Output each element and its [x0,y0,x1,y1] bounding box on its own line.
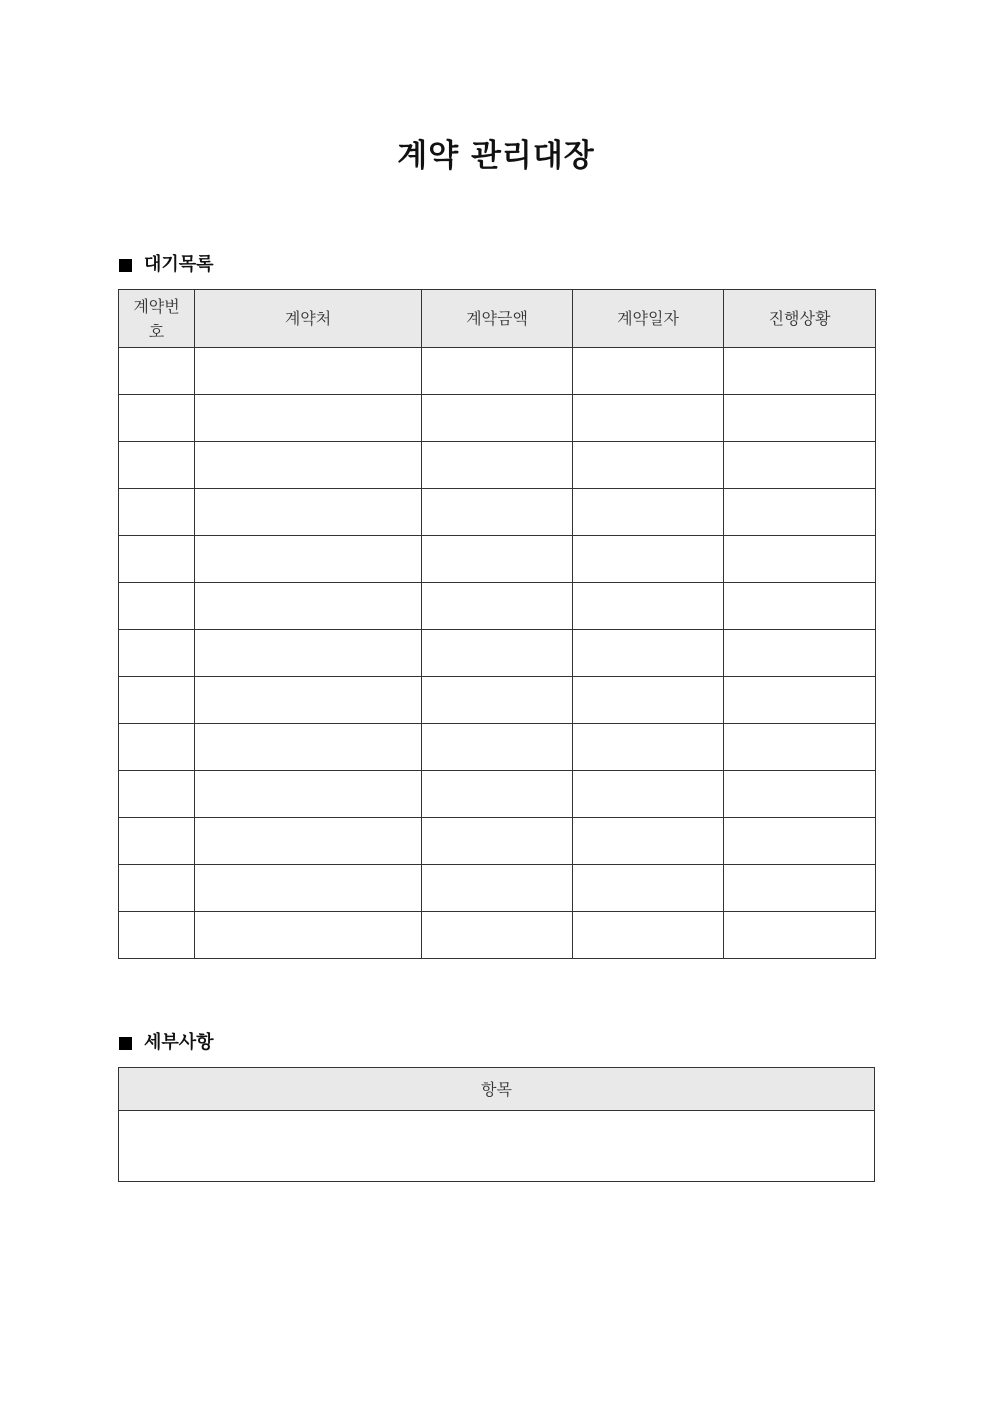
table-row [119,1111,875,1182]
contract-date-cell[interactable] [573,348,724,395]
table-row [119,865,876,912]
progress-status-cell[interactable] [724,630,876,677]
contractor-cell[interactable] [195,912,422,959]
table-row [119,677,876,724]
table-row [119,536,876,583]
page-title: 계약 관리대장 [397,138,595,174]
section-heading-label: 세부사항 [144,1032,214,1053]
contract-date-cell[interactable] [573,489,724,536]
section-heading-waiting-list [119,253,214,277]
contract-date-cell[interactable] [573,395,724,442]
progress-status-cell[interactable] [724,724,876,771]
column-header-item: 항목 [119,1068,875,1111]
table-row [119,348,876,395]
section-heading-label: 대기목록 [144,254,214,275]
contract-number-cell[interactable] [119,536,195,583]
contract-date-cell[interactable] [573,442,724,489]
contract-date-cell[interactable] [573,865,724,912]
contract-date-cell[interactable] [573,677,724,724]
contract-amount-cell[interactable] [422,583,573,630]
contract-amount-cell[interactable] [422,677,573,724]
contract-amount-cell[interactable] [422,818,573,865]
column-header-contract-number: 계약번호 [119,290,195,348]
contractor-cell[interactable] [195,771,422,818]
column-header-progress-status: 진행상황 [724,290,876,348]
progress-status-cell[interactable] [724,489,876,536]
table-row [119,395,876,442]
contractor-cell[interactable] [195,583,422,630]
contract-date-cell[interactable] [573,912,724,959]
progress-status-cell[interactable] [724,442,876,489]
contract-amount-cell[interactable] [422,536,573,583]
progress-status-cell[interactable] [724,395,876,442]
contract-number-cell[interactable] [119,442,195,489]
section-heading-details [119,1031,214,1055]
table-row [119,442,876,489]
contract-amount-cell[interactable] [422,724,573,771]
details-table [118,1067,875,1182]
table-row [119,489,876,536]
contract-number-cell[interactable] [119,677,195,724]
progress-status-cell[interactable] [724,771,876,818]
column-header-contract-amount: 계약금액 [422,290,573,348]
table-row [119,583,876,630]
contract-amount-cell[interactable] [422,395,573,442]
contract-number-cell[interactable] [119,583,195,630]
square-bullet-icon [119,259,132,272]
contract-number-cell[interactable] [119,348,195,395]
progress-status-cell[interactable] [724,912,876,959]
progress-status-cell[interactable] [724,583,876,630]
contract-number-cell[interactable] [119,489,195,536]
contract-date-cell[interactable] [573,583,724,630]
contract-number-cell[interactable] [119,395,195,442]
column-header-contractor: 계약처 [195,290,422,348]
contract-amount-cell[interactable] [422,912,573,959]
contract-date-cell[interactable] [573,536,724,583]
progress-status-cell[interactable] [724,536,876,583]
contractor-cell[interactable] [195,442,422,489]
table-header-row [119,1068,875,1111]
contractor-cell[interactable] [195,348,422,395]
contractor-cell[interactable] [195,818,422,865]
contract-number-cell[interactable] [119,818,195,865]
contract-date-cell[interactable] [573,818,724,865]
contract-number-cell[interactable] [119,912,195,959]
contractor-cell[interactable] [195,395,422,442]
progress-status-cell[interactable] [724,348,876,395]
details-content-cell[interactable] [119,1111,875,1182]
square-bullet-icon [119,1037,132,1050]
contract-number-cell[interactable] [119,630,195,677]
contractor-cell[interactable] [195,724,422,771]
contractor-cell[interactable] [195,536,422,583]
contract-date-cell[interactable] [573,630,724,677]
table-row [119,771,876,818]
contract-number-cell[interactable] [119,771,195,818]
contract-amount-cell[interactable] [422,489,573,536]
progress-status-cell[interactable] [724,677,876,724]
contract-date-cell[interactable] [573,724,724,771]
table-row [119,630,876,677]
contract-number-cell[interactable] [119,865,195,912]
waiting-list-table [118,289,876,959]
contractor-cell[interactable] [195,865,422,912]
contract-amount-cell[interactable] [422,630,573,677]
table-header-row [119,290,876,348]
contract-amount-cell[interactable] [422,771,573,818]
table-row [119,818,876,865]
column-header-contract-date: 계약일자 [573,290,724,348]
contract-number-cell[interactable] [119,724,195,771]
progress-status-cell[interactable] [724,865,876,912]
contract-amount-cell[interactable] [422,865,573,912]
table-row [119,724,876,771]
progress-status-cell[interactable] [724,818,876,865]
contract-date-cell[interactable] [573,771,724,818]
contractor-cell[interactable] [195,677,422,724]
contractor-cell[interactable] [195,630,422,677]
contract-amount-cell[interactable] [422,348,573,395]
contract-amount-cell[interactable] [422,442,573,489]
contractor-cell[interactable] [195,489,422,536]
table-row [119,912,876,959]
